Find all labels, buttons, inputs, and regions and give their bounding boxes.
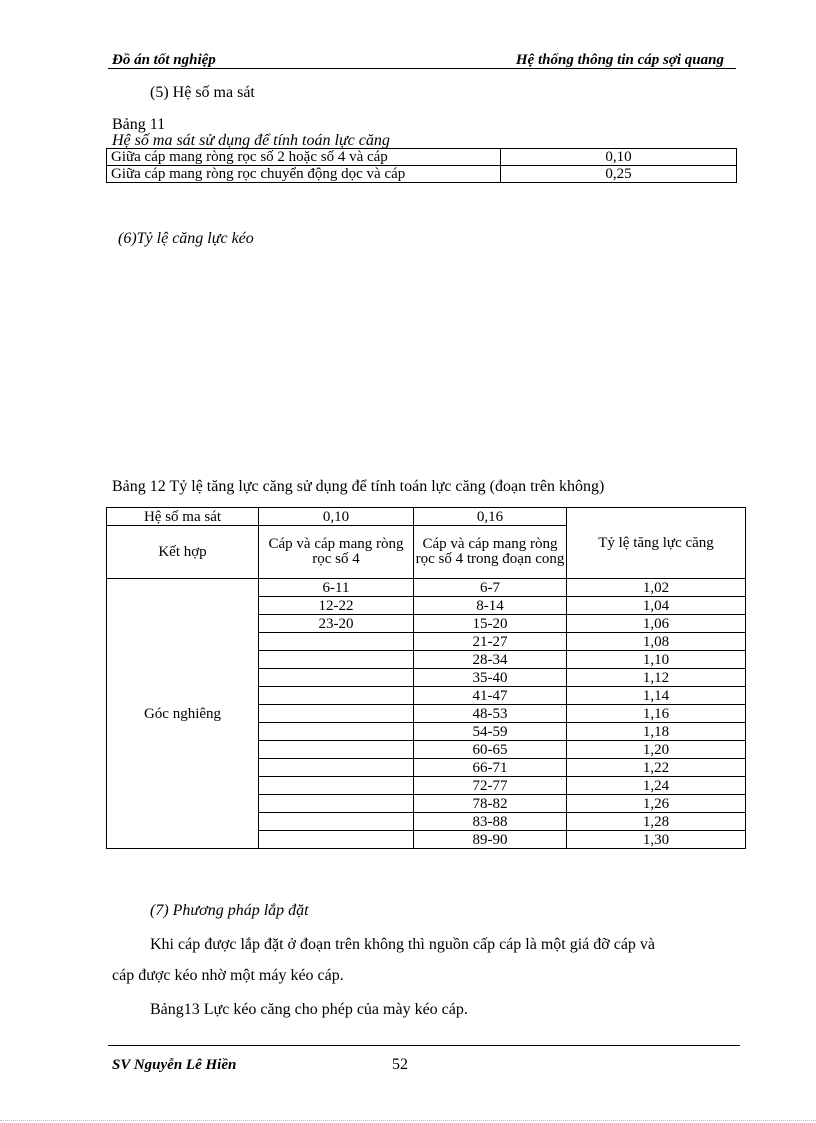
table13-caption: Bảng13 Lực kéo căng cho phép của mày kéo cáp. — [150, 1001, 468, 1018]
cell-016: 28-34 — [414, 651, 567, 669]
footer-author: SV Nguyễn Lê Hiền — [112, 1057, 237, 1073]
row-label-angle: Góc nghiêng — [107, 579, 259, 849]
section6-title: (6)Tỷ lệ căng lực kéo — [118, 230, 254, 247]
section7-para-line1: Khi cáp được lắp đặt ở đoạn trên không thì nguồn cấp cáp là một giá đỡ cáp và — [150, 936, 656, 953]
table-row — [107, 166, 737, 183]
cell-ratio: 1,24 — [567, 777, 746, 795]
section7-para-line2: cáp được kéo nhờ một máy kéo cáp. — [112, 967, 344, 984]
header-rule — [108, 68, 736, 69]
cell-ratio: 1,30 — [567, 831, 746, 849]
cell-ratio: 1,26 — [567, 795, 746, 813]
cell-ratio: 1,28 — [567, 813, 746, 831]
section5-title: (5) Hệ số ma sát — [150, 84, 255, 101]
header-left: Đồ án tốt nghiệp — [112, 52, 216, 68]
cell-016: 89-90 — [414, 831, 567, 849]
cell-016: 66-71 — [414, 759, 567, 777]
cell-016: 8-14 — [414, 597, 567, 615]
cell-010 — [259, 651, 414, 669]
cell-ratio: 1,16 — [567, 705, 746, 723]
cell-ratio: 1,12 — [567, 669, 746, 687]
cell-010 — [259, 669, 414, 687]
table11-caption: Hệ số ma sát sử dụng để tính toán lực căng — [112, 132, 390, 149]
cell-016: 72-77 — [414, 777, 567, 795]
cell-016: 83-88 — [414, 813, 567, 831]
cell-ratio: 1,18 — [567, 723, 746, 741]
table12 — [106, 507, 746, 849]
cell-016: 15-20 — [414, 615, 567, 633]
cell-016: 35-40 — [414, 669, 567, 687]
table12-caption: Bảng 12 Tỷ lệ tăng lực căng sử dụng để tính toán lực căng (đoạn trên không) — [112, 478, 605, 495]
cell-010: 23-20 — [259, 615, 414, 633]
table-row — [107, 508, 746, 526]
table11-label: Bảng 11 — [112, 116, 166, 133]
cell-016: 78-82 — [414, 795, 567, 813]
cell-ratio: 1,20 — [567, 741, 746, 759]
cell-ratio: 1,04 — [567, 597, 746, 615]
cell-ratio: 1,14 — [567, 687, 746, 705]
cell-016: 48-53 — [414, 705, 567, 723]
page-edge — [0, 1120, 816, 1121]
header-col2: Cáp và cáp mang ròng rọc số 4 — [259, 526, 414, 579]
cell-ratio: 1,08 — [567, 633, 746, 651]
header-right: Hệ thống thông tin cáp sợi quang — [515, 52, 724, 68]
cell-010 — [259, 723, 414, 741]
table11-value: 0,10 — [501, 149, 737, 166]
cell-010 — [259, 813, 414, 831]
cell-010 — [259, 831, 414, 849]
table-row — [107, 149, 737, 166]
cell-010 — [259, 633, 414, 651]
cell-016: 6-7 — [414, 579, 567, 597]
cell-016: 54-59 — [414, 723, 567, 741]
table11-desc: Giữa cáp mang ròng rọc chuyển động dọc và cáp — [107, 166, 501, 183]
cell-016: 41-47 — [414, 687, 567, 705]
footer-rule — [108, 1045, 740, 1046]
cell-ratio: 1,02 — [567, 579, 746, 597]
cell-010 — [259, 777, 414, 795]
header-col3: Cáp và cáp mang ròng rọc số 4 trong đoạn cong — [414, 526, 567, 579]
cell-010: 12-22 — [259, 597, 414, 615]
cell-016: 21-27 — [414, 633, 567, 651]
cell-010 — [259, 705, 414, 723]
section7-title: (7) Phương pháp lắp đặt — [150, 902, 309, 919]
header-016: 0,16 — [414, 508, 567, 526]
table11-value: 0,25 — [501, 166, 737, 183]
header-ratio: Tỷ lệ tăng lực căng — [567, 508, 746, 579]
cell-010 — [259, 741, 414, 759]
cell-ratio: 1,06 — [567, 615, 746, 633]
header-friction: Hệ số ma sát — [107, 508, 259, 526]
table11-desc: Giữa cáp mang ròng rọc số 2 hoặc số 4 và cáp — [107, 149, 501, 166]
table11 — [106, 148, 737, 183]
header-combo: Kết hợp — [107, 526, 259, 579]
cell-016: 60-65 — [414, 741, 567, 759]
cell-010 — [259, 759, 414, 777]
cell-ratio: 1,22 — [567, 759, 746, 777]
cell-010 — [259, 687, 414, 705]
cell-010 — [259, 795, 414, 813]
page-number: 52 — [392, 1056, 408, 1073]
header-010: 0,10 — [259, 508, 414, 526]
cell-010: 6-11 — [259, 579, 414, 597]
cell-ratio: 1,10 — [567, 651, 746, 669]
table-row — [107, 579, 746, 597]
